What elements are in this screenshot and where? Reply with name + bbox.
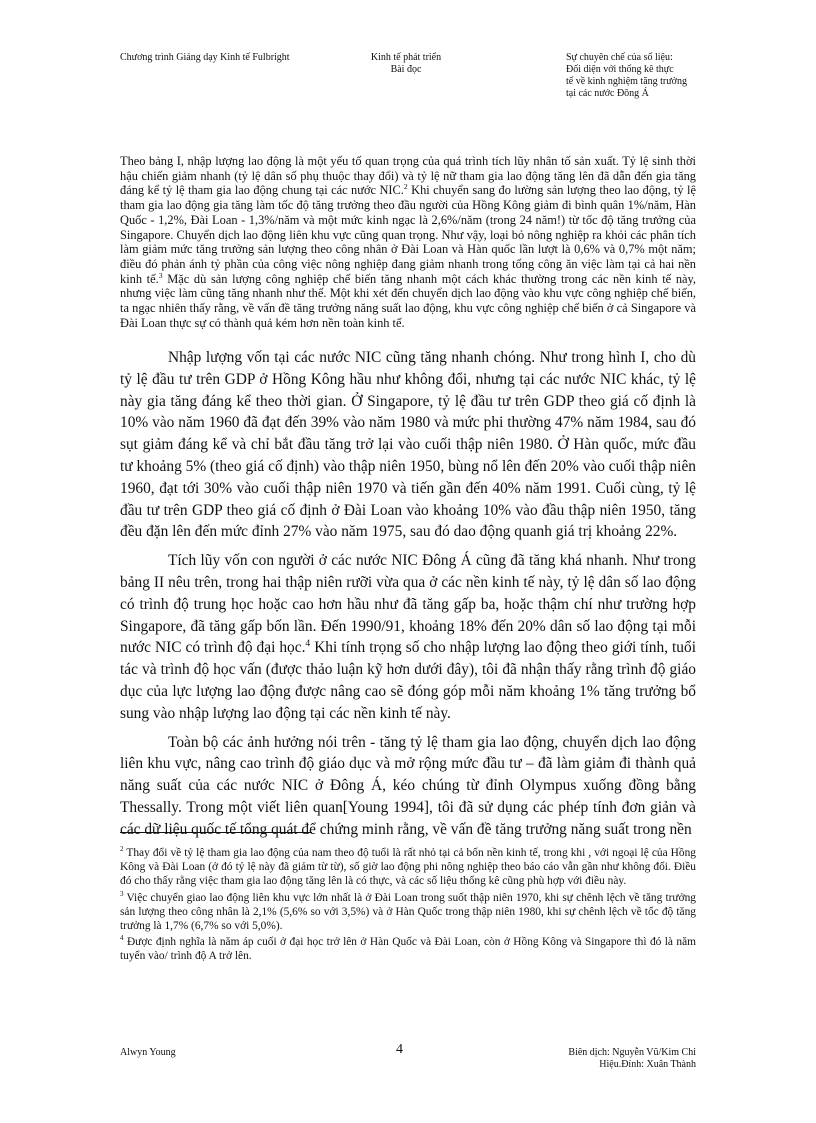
header-course-title: Kinh tế phát triển (370, 52, 442, 63)
main-body (120, 347, 696, 848)
body-paragraph-human-capital (120, 550, 696, 724)
intro-text: Theo bảng I, nhập lượng lao động là một yếu tố quan trọng của quá trình tích lũy nhân tố sản xuất. Tỷ lệ sinh thời hậu chiến giảm nhanh (tỷ lệ dân số phụ thuộc thay đổi) và tỷ lệ nữ tham gia lao động tăng lên đã dẫn đến gia tăng đáng kể tỷ lệ tham gia lao động chung tại các nước NIC. (120, 154, 696, 198)
footnote-3 (120, 891, 696, 934)
header-course (356, 52, 456, 76)
intro-text: Khi chuyển sang đo lường sản lượng theo lao động, tỷ lệ tham gia lao động gia tăng làm tốc độ tăng trưởng theo đầu người của Hồng Kông giảm đi bình quân 1%/năm, Hàn Quốc - 1,2%, Đài Loan - 1,3%/năm và một mức kinh ngạc là 2,6%/năm (trong 24 năm!) từ tốc độ tăng trưởng của Singapore. Chuyển dịch lao động liên khu vực cũng quan trọng. Như vậy, loại bỏ nông nghiệp ra khỏi các phân tích làm giảm mức tăng trưởng sản lượng theo công nhân ở Đài Loan và Hàn quốc lần lượt là 0,6% và 0,7% một năm; điều đó phản ánh tỷ phần của công việc nông nghiệp đang giảm nhanh trong tổng công ăn việc làm tại cả hai nền kinh tế. (120, 183, 696, 286)
footnote-text: Thay đổi về tỷ lệ tham gia lao động của nam theo độ tuổi là rất nhỏ tại cả bốn nền kinh tế, trong khi , với ngoại lệ của Hồng Kông và Đài Loan (ở đó tỷ lệ này đã giảm từ từ), số giờ lao động phi nông nghiệp theo báo cáo vẫn gần như không đổi. Điều đó cho thấy rằng việc tham gia lao động tăng lên là có thực, và các số liệu thống kê cũng phù hợp với điều này. (120, 847, 696, 888)
footnote-mark: 4 (120, 934, 124, 943)
footnote-2 (120, 846, 696, 889)
header-program: Chương trình Giảng dạy Kinh tế Fulbright (120, 52, 290, 63)
footnote-ref-4[interactable]: 4 (305, 638, 311, 650)
footer-translator: Biên dịch: Nguyễn Vũ/Kim Chi (568, 1047, 696, 1058)
footnote-mark: 3 (120, 889, 124, 898)
footer-editor: Hiệu.Đính: Xuân Thành (599, 1059, 696, 1070)
footnote-4 (120, 935, 696, 963)
body-text: Khi tính trọng số cho nhập lượng lao động theo giới tính, tuổi tác và trình độ học vấn (được thảo luận kỹ hơn dưới đây), tôi đã nhận thấy rằng trình độ giáo dục của lực lượng lao động được nâng cao sẽ đóng góp mỗi năm khoảng 1% tăng trưởng bổ sung vào nhập lượng lao động tại các nền kinh tế này. (120, 639, 696, 722)
footnote-divider (120, 832, 312, 833)
intro-text: Mặc dù sản lượng công nghiệp chế biến tăng nhanh một cách khác thường trong các nền kinh tế này, nhưng việc làm cũng tăng nhanh như thế. Một khi xét đến chuyển dịch lao động vào khu vực công nghiệp chế biến, ta ngạc nhiên thấy rằng, về vấn đề tăng trưởng năng suất lao động, khu vực công nghiệp chế biến ở cả Singapore và Đài Loan thực sự có thành quả kém hơn nền toàn kinh tế. (120, 271, 697, 330)
intro-paragraph (120, 154, 696, 330)
footer-author: Alwyn Young (120, 1047, 176, 1058)
header-title-line: tại các nước Đông Á (566, 88, 649, 99)
footnote-ref-3[interactable]: 3 (158, 270, 163, 280)
header-title-line: Đối diện với thống kê thực (566, 64, 674, 75)
body-paragraph-summary: Toàn bộ các ảnh hưởng nói trên - tăng tỷ lệ tham gia lao động, chuyển dịch lao động liên khu vực, nâng cao trình độ giáo dục và mở rộng mức đầu tư – đã làm giảm đi thành quả năng suất của các nước NIC ở Đông Á, kéo chúng từ đỉnh Olympus xuống đồng bằng Thessally. Trong một viết liên quan[Young 1994], tôi đã sử dụng các phép tính đơn giản và các dữ liệu quốc tế tổng quát để chứng minh rằng, về vấn đề tăng trưởng năng suất trong nền (120, 733, 696, 838)
footnote-mark: 2 (120, 845, 124, 854)
body-paragraph-capital: Nhập lượng vốn tại các nước NIC cũng tăng nhanh chóng. Như trong hình I, cho dù tỷ lệ đầu tư trên GDP ở Hồng Kông hầu như không đổi, nhưng tại các nước NIC khác, tỷ lệ này gia tăng đáng kể theo thời gian. Ở Singapore, tỷ lệ đầu tư trên GDP theo giá cố định là 10% vào năm 1960 đã đạt đến 39% vào năm 1980 và mức phi thường 47% năm 1984, sau đó sụt giảm đáng kể và chỉ bắt đầu tăng trở lại vào cuối thập niên 1980. Ở Hàn quốc, mức đầu tư khoảng 5% (theo giá cố định) vào thập niên 1950, bùng nổ lên đến 20% vào cuối thập niên 1960, đạt tới 30% vào cuối thập niên 1970 và tiến gần đến 40% năm 1991. Cuối cùng, tỷ lệ đầu tư trên GDP theo giá cố định ở Đài Loan vào khoảng 10% vào đầu thập niên 1950, tăng đều đặn lên đến mức đỉnh 27% vào năm 1975, sau đó dao động quanh giá trị khoảng 22%. (120, 349, 696, 541)
footnote-ref-2[interactable]: 2 (403, 182, 408, 192)
footnote-text: Được định nghĩa là năm áp cuối ở đại học trở lên ở Hàn Quốc và Đài Loan, còn ở Hồng Kông và Singapore thì đó là năm tuyển vào/ trình độ A trở lên. (120, 936, 696, 963)
footer-credits (540, 1047, 696, 1071)
header-title-line: tế về kinh nghiệm tăng trưởng (566, 76, 687, 87)
header-course-subtitle: Bài đọc (390, 64, 422, 75)
footnotes (120, 846, 696, 966)
header-article-title (566, 52, 726, 100)
page-number: 4 (396, 1042, 403, 1057)
footnote-text: Việc chuyển giao lao động liên khu vực lớn nhất là ở Đài Loan trong suốt thập niên 1970, khi sự chênh lệch về tăng trưởng sản lượng theo công nhân là 2,1% (5,6% so với 3,5%) và ở Hàn Quốc trong thập niên 1980, khi sự chênh lệch về tốc độ tăng trưởng là 1,7% (6,7% so với 5,0%). (120, 891, 696, 933)
header-title-line: Sự chuyên chế của số liệu: (566, 52, 673, 63)
body-text: Tích lũy vốn con người ở các nước NIC Đông Á cũng đã tăng khá nhanh. Như trong bảng II nêu trên, trong hai thập niên rưỡi vừa qua ở các nền kinh tế này, tỷ lệ dân số lao động có trình độ trung học hoặc cao hơn hầu như đã tăng gấp ba, hoặc thậm chí như trường hợp Singapore, đã tăng gấp bốn lần. Đến 1990/91, khoảng 18% đến 20% dân số lao động tại mỗi nước NIC có trình độ đại học. (120, 552, 696, 657)
